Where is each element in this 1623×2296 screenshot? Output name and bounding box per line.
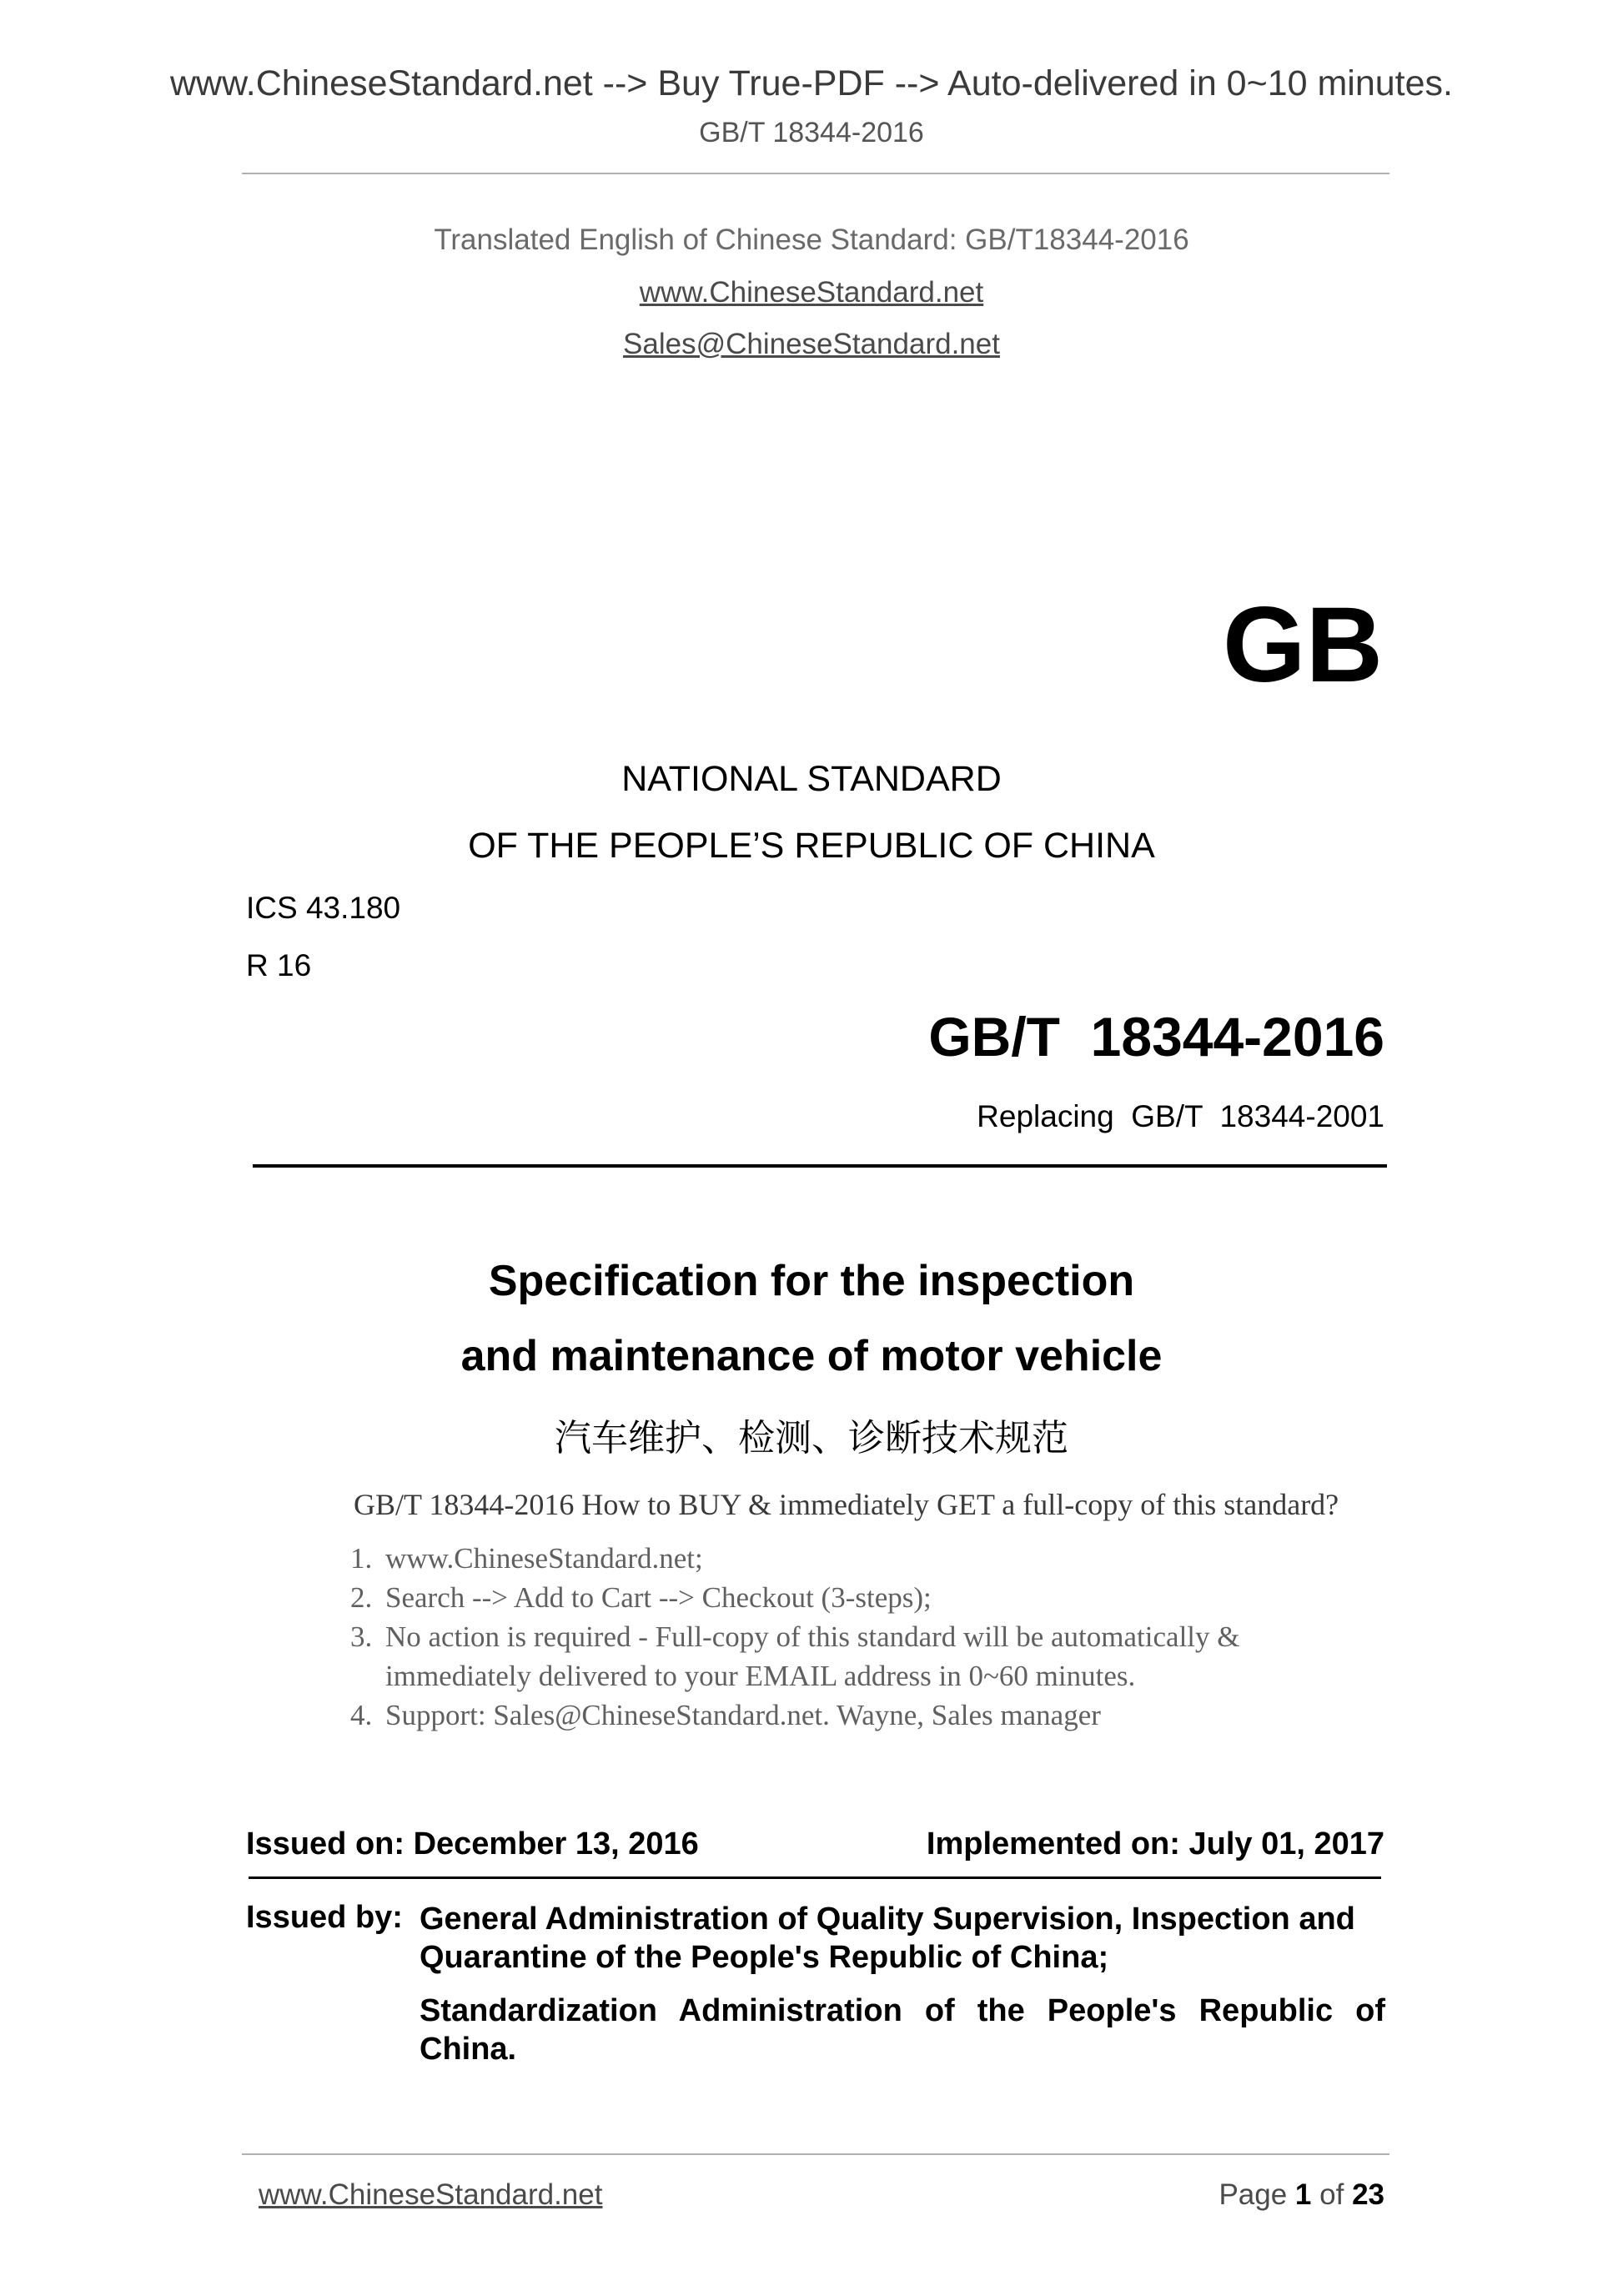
gb-mark: GB	[1223, 585, 1383, 705]
issuer-aqsiq: General Administration of Quality Supervision, Inspection and Quarantine of the People's Republic of China;	[420, 1902, 1355, 1975]
ics-code: ICS 43.180	[246, 891, 401, 925]
header-divider	[242, 173, 1389, 174]
translated-notice: Translated English of Chinese Standard: GB/T18344-2016	[434, 224, 1189, 256]
howto-item	[350, 1578, 1334, 1617]
header-top-line: www.ChineseStandard.net --> Buy True-PDF --> Auto-delivered in 0~10 minutes.	[169, 63, 1453, 103]
footer-website-link[interactable]: www.ChineseStandard.net	[259, 2178, 603, 2211]
title-line2: and maintenance of motor vehicle	[460, 1332, 1163, 1380]
page-prefix: Page	[1219, 2178, 1288, 2211]
dates-divider	[249, 1876, 1381, 1879]
howto-item	[350, 1696, 1334, 1735]
howto-item-number: 1.	[350, 1542, 373, 1575]
howto-item-number: 4.	[350, 1699, 373, 1731]
page-of: of	[1319, 2178, 1344, 2211]
howto-item-number: 2.	[350, 1581, 373, 1614]
howto-item-text: www.ChineseStandard.net;	[385, 1542, 703, 1575]
footer-divider	[242, 2153, 1389, 2155]
howto-item	[350, 1617, 1334, 1696]
standard-number: GB/T 18344-2016	[928, 1006, 1384, 1068]
implemented-on-date: Implemented on: July 01, 2017	[926, 1826, 1384, 1861]
issued-by-label: Issued by:	[246, 1900, 403, 1935]
howto-heading: GB/T 18344-2016 How to BUY & immediately GET a full-copy of this standard?	[354, 1488, 1339, 1521]
website-link[interactable]: www.ChineseStandard.net	[639, 276, 984, 309]
replacing-standard: Replacing GB/T 18344-2001	[977, 1099, 1384, 1133]
email-link[interactable]: Sales@ChineseStandard.net	[623, 328, 1000, 360]
page-indicator	[1219, 2178, 1384, 2212]
howto-item-text: Support: Sales@ChineseStandard.net. Wayne, Sales manager	[385, 1699, 1101, 1731]
email-link-row	[0, 328, 1623, 361]
issued-on-date: Issued on: December 13, 2016	[246, 1826, 699, 1861]
national-standard-line2: OF THE PEOPLE’S REPUBLIC OF CHINA	[468, 826, 1155, 866]
howto-item-text: Search --> Add to Cart --> Checkout (3-steps);	[385, 1581, 932, 1614]
national-standard-line1: NATIONAL STANDARD	[621, 759, 1002, 799]
howto-item-number: 3.	[350, 1620, 373, 1653]
howto-item	[350, 1539, 1334, 1578]
howto-item-text: No action is required - Full-copy of this standard will be automatically & immediately delivered to your EMAIL address in 0~60 minutes.	[385, 1620, 1240, 1692]
page-current: 1	[1294, 2178, 1312, 2211]
ccs-code: R 16	[246, 948, 312, 982]
howto-list	[350, 1539, 1334, 1735]
issuer-sac: Standardization Administration of the People's Republic of China.	[420, 1993, 1385, 2067]
title-chinese: 汽车维护、检测、诊断技术规范	[555, 1417, 1068, 1459]
title-line1: Specification for the inspection	[488, 1257, 1135, 1305]
header-doc-code: GB/T 18344-2016	[699, 117, 924, 148]
page-total: 23	[1352, 2178, 1384, 2211]
title-divider	[253, 1164, 1387, 1168]
website-link-row	[0, 276, 1623, 309]
